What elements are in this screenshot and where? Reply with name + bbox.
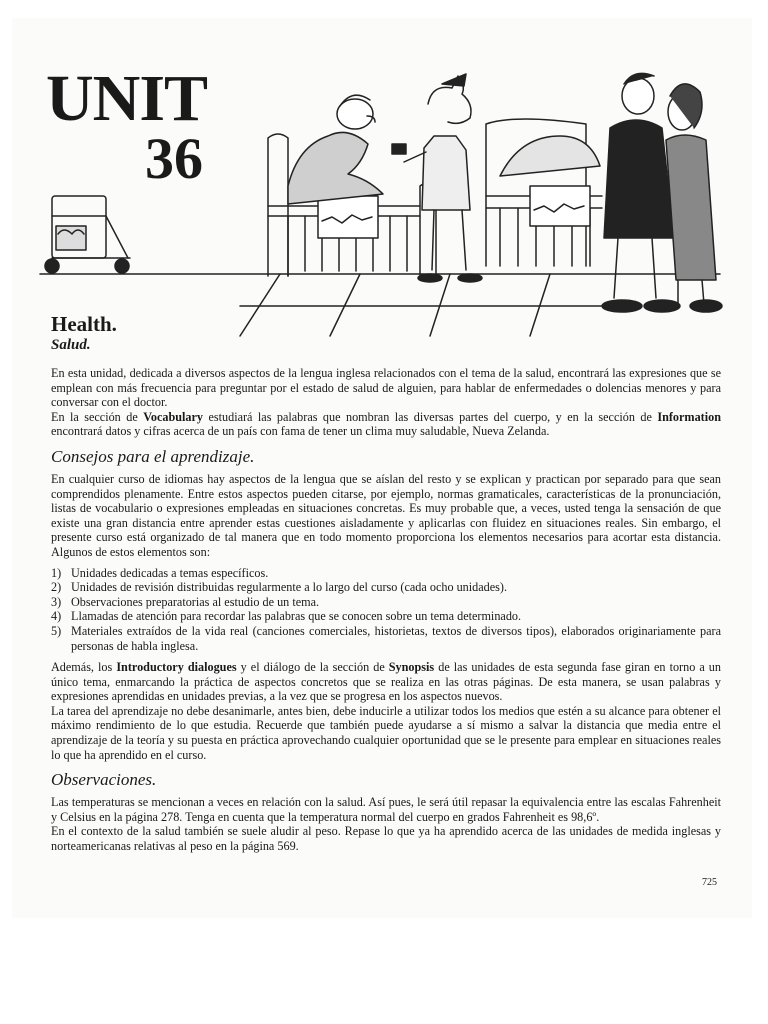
observaciones-heading: Observaciones. — [51, 770, 157, 790]
list-text: Unidades dedicadas a temas específicos. — [71, 565, 269, 580]
text-run: encontrará datos y cifras acerca de un país con fama de tener un clima muy saludable, Nueva Zelanda. — [51, 424, 550, 439]
unit-title: Health. — [51, 312, 117, 336]
left-bed — [268, 95, 436, 276]
consejos-paragraph-3: La tarea del aprendizaje no debe desanimarle, antes bien, debe inducirle a utilizar todos los medios que estén a su alcance para obtener el máximo rendimiento de lo que estudia. Recuerde que también puede ayudarse a sí mismo a salvar la distancia que media entre el aprendizaje de la teoría y su puesta en práctica aprovechando cualquier oportunidad que se le presente para emplear en situaciones reales lo que ha aprendido en el curso. — [51, 703, 721, 762]
text-run: de las unidades de esta segunda fase giran en torno a un único tema, enmarcando la práctica de aspectos concretos que se realiza en las otras páginas. De esta manera, se usan palabras y expresiones aprendidas en unidades previas, a la vez que se progresa en los aspectos nuevos. — [51, 660, 721, 704]
list-number: 2) — [51, 580, 62, 595]
consejos-paragraph-2 — [51, 660, 721, 704]
list-item — [51, 595, 721, 610]
text-run: estudiará las palabras que nombran las diversas partes del cuerpo, y en la sección de — [203, 409, 658, 424]
text-run: y el diálogo de la sección de — [236, 660, 389, 675]
main-text — [51, 366, 721, 854]
list-number: 3) — [51, 594, 62, 609]
observaciones-paragraph-1: Las temperaturas se mencionan a veces en relación con la salud. Así pues, le será útil repasar la equivalencia entre las escalas Fahrenheit y Celsius en la página 278. Tenga en cuenta que la temperatura normal del cuerpo en grados Fahrenheit es 98,6º. — [51, 795, 721, 824]
introductory-dialogues-term: Introductory dialogues — [116, 660, 237, 675]
list-item — [51, 580, 721, 595]
vocabulary-term: Vocabulary — [143, 409, 204, 424]
information-term: Information — [657, 409, 721, 424]
synopsis-term: Synopsis — [388, 660, 435, 675]
list-text: Unidades de revisión distribuidas regularmente a lo largo del curso (cada ocho unidades). — [71, 580, 508, 595]
visitors — [602, 73, 722, 312]
text-run: Además, los — [51, 660, 117, 675]
list-number: 4) — [51, 609, 62, 624]
list-text: Observaciones preparatorias al estudio de un tema. — [71, 594, 320, 609]
text-run: En la sección de — [51, 409, 144, 424]
consejos-heading: Consejos para el aprendizaje. — [51, 446, 255, 466]
list-text: Llamadas de atención para recordar las palabras que se conocen sobre un tema determinado. — [71, 609, 522, 624]
observaciones-paragraph-2: En el contexto de la salud también se suele aludir al peso. Repase lo que ya ha aprendido acerca de las unidades de medida inglesas y norteamericanas relativas al peso en la página 569. — [51, 824, 721, 854]
list-text: Materiales extraídos de la vida real (canciones comerciales, historietas, textos de diversos tipos), elaborados originariamente para personas de habla inglesa. — [71, 623, 721, 653]
unit-number: 36 — [145, 126, 203, 191]
hospital-ward-illustration — [30, 62, 730, 338]
unit-subtitle: Salud. — [51, 337, 91, 353]
list-number: 1) — [51, 565, 62, 580]
list-item — [51, 566, 721, 581]
intro-paragraph-2 — [51, 410, 721, 439]
list-item — [51, 609, 721, 624]
unit-label: UNIT — [46, 62, 208, 135]
intro-paragraph-1: En esta unidad, dedicada a diversos aspectos de la lengua inglesa relacionados con el tema de la salud, encontrará las expresiones que se emplean con más frecuencia para preguntar por el estado de salud de alguien, para hablar de enfermedades o dolencias menores y para conversar con el doctor. — [51, 366, 721, 410]
list-number: 5) — [51, 623, 62, 638]
page-number: 725 — [702, 877, 717, 888]
right-bed — [486, 119, 602, 266]
consejos-paragraph-1: En cualquier curso de idiomas hay aspectos de la lengua que se aíslan del resto y se explican y practican por separado para que sean comprendidos plenamente. Entre estos aspectos pueden citarse, por ejemplo, normas gramaticales, características de la pronunciación, listas de vocabulario o expresiones empleadas en situaciones concretas. Es muy probable que, a veces, usted tenga la sensación de que existe una gran distancia entre aprender estas cuestiones aisladamente y aplicarlas con fluidez en situaciones reales. Sin embargo, el presente curso está organizado de tal manera que en todo momento proporciona los elementos necesarios para acortar esta distancia. Algunos de estos elementos son: — [51, 471, 721, 559]
cart-illustration — [45, 196, 130, 273]
list-item — [51, 624, 721, 653]
elements-list — [51, 566, 721, 654]
nurse — [392, 74, 482, 282]
